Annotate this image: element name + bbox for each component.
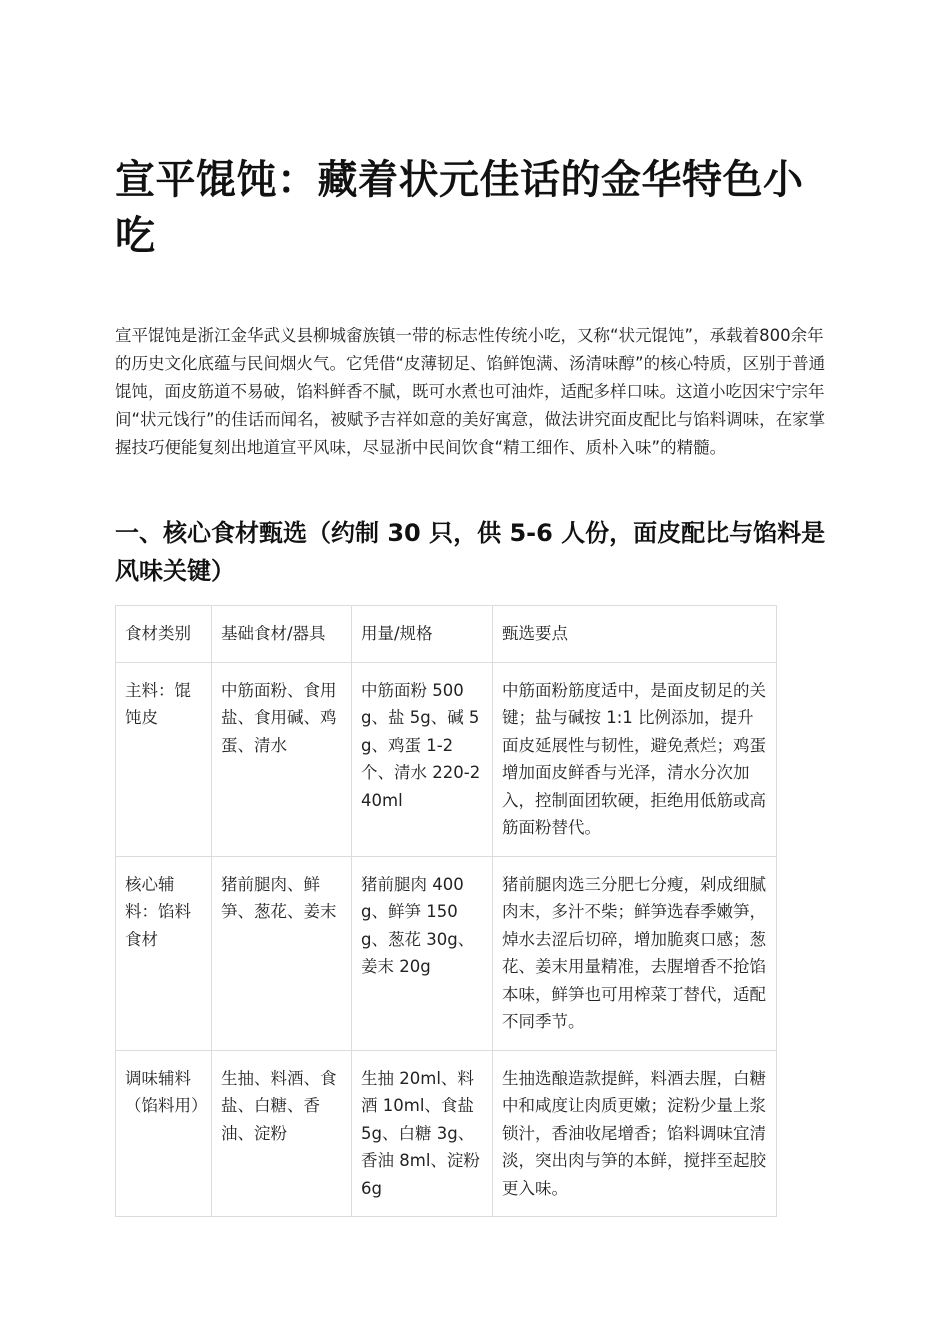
cell-notes: 中筋面粉筋度适中，是面皮韧足的关键；盐与碱按 1:1 比例添加，提升面皮延展性与韧性，避免煮烂；鸡蛋增加面皮鲜香与光泽，清水分次加入，控制面团软硬，拒绝用低筋或高筋面粉替代。 <box>493 662 777 856</box>
column-header: 基础食材/器具 <box>212 606 352 663</box>
cell-category: 核心辅料：馅料食材 <box>116 856 212 1050</box>
table-row <box>116 1050 777 1217</box>
cell-amount: 猪前腿肉 400g、鲜笋 150g、葱花 30g、姜末 20g <box>352 856 493 1050</box>
cell-ingredients: 猪前腿肉、鲜笋、葱花、姜末 <box>212 856 352 1050</box>
section-heading-ingredients: 一、核心食材甄选（约制 30 只，供 5-6 人份，面皮配比与馅料是风味关键） <box>115 519 826 585</box>
cell-ingredients: 中筋面粉、食用盐、食用碱、鸡蛋、清水 <box>212 662 352 856</box>
table-row <box>116 856 777 1050</box>
cell-amount: 中筋面粉 500g、盐 5g、碱 5g、鸡蛋 1-2 个、清水 220-240ml <box>352 662 493 856</box>
table-header-row <box>116 606 777 663</box>
column-header: 甄选要点 <box>493 606 777 663</box>
ingredients-table <box>115 605 777 1217</box>
cell-category: 调味辅料（馅料用） <box>116 1050 212 1217</box>
cell-notes: 生抽选酿造款提鲜，料酒去腥，白糖中和咸度让肉质更嫩；淀粉少量上浆锁汁，香油收尾增香；馅料调味宜清淡，突出肉与笋的本鲜，搅拌至起胶更入味。 <box>493 1050 777 1217</box>
cell-amount: 生抽 20ml、料酒 10ml、食盐 5g、白糖 3g、香油 8ml、淀粉 6g <box>352 1050 493 1217</box>
table-row <box>116 662 777 856</box>
cell-ingredients: 生抽、料酒、食盐、白糖、香油、淀粉 <box>212 1050 352 1217</box>
page-title: 宣平馄饨：藏着状元佳话的金华特色小吃 <box>115 157 804 259</box>
cell-category: 主料：馄饨皮 <box>116 662 212 856</box>
column-header: 用量/规格 <box>352 606 493 663</box>
column-header: 食材类别 <box>116 606 212 663</box>
cell-notes: 猪前腿肉选三分肥七分瘦，剁成细腻肉末，多汁不柴；鲜笋选春季嫩笋，焯水去涩后切碎，增加脆爽口感；葱花、姜末用量精准，去腥增香不抢馅本味，鲜笋也可用榨菜丁替代，适配不同季节。 <box>493 856 777 1050</box>
intro-paragraph: 宣平馄饨是浙江金华武义县柳城畲族镇一带的标志性传统小吃，又称“状元馄饨”，承载着800余年的历史文化底蕴与民间烟火气。它凭借“皮薄韧足、馅鲜饱满、汤清味醇”的核心特质，区别于普通馄饨，面皮筋道不易破，馅料鲜香不腻，既可水煮也可油炸，适配多样口味。这道小吃因宋宁宗年间“状元饯行”的佳话而闻名，被赋予吉祥如意的美好寓意，做法讲究面皮配比与馅料调味，在家掌握技巧便能复刻出地道宣平风味，尽显浙中民间饮食“精工细作、质朴入味”的精髓。 <box>115 326 826 457</box>
